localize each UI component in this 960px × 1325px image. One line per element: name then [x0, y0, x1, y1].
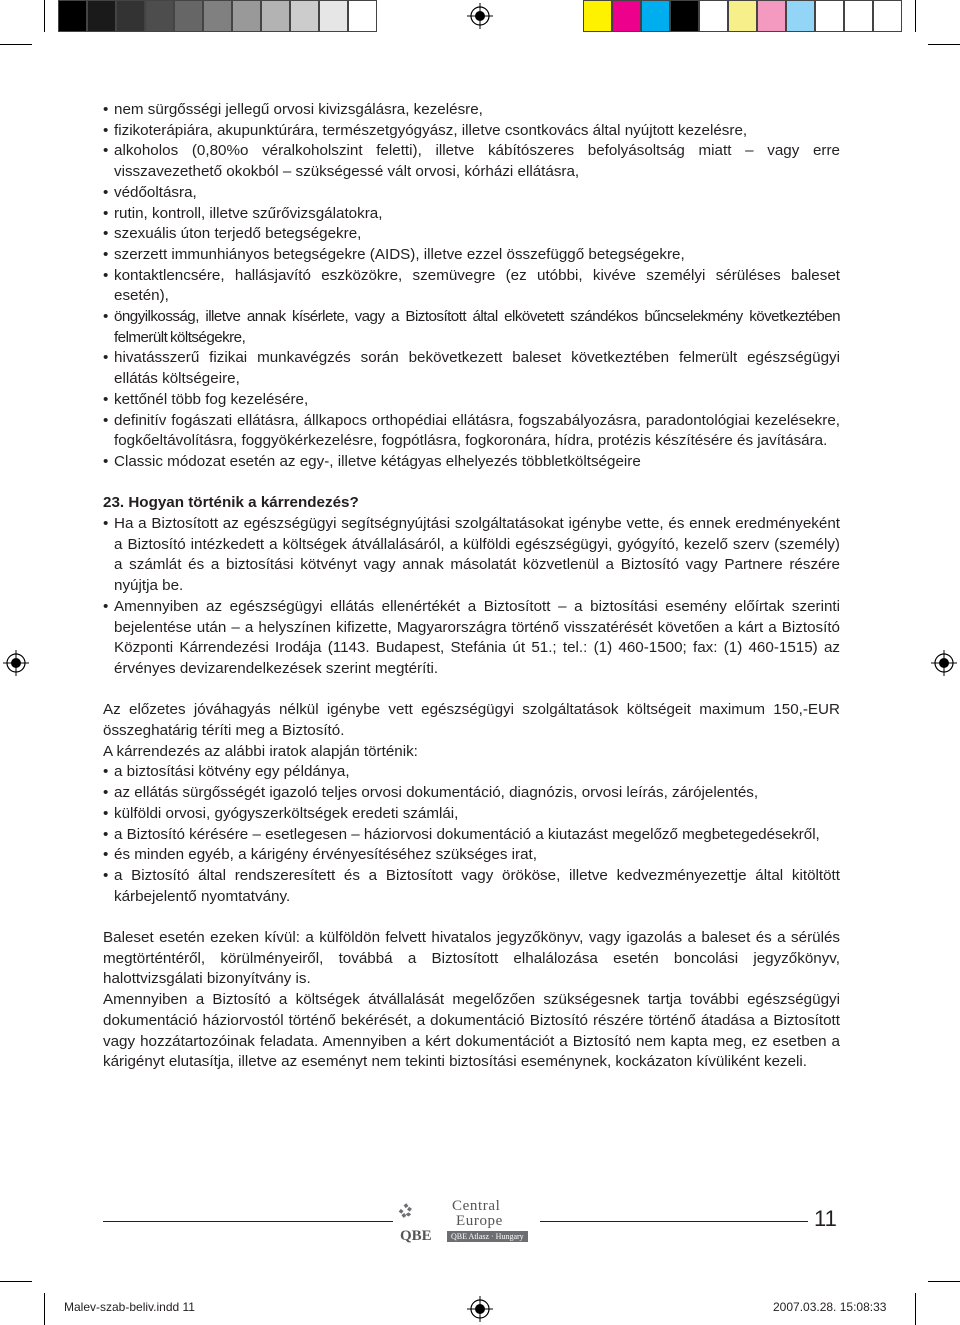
list-item: • a Biztosító által rendszeresített és a Biztosított vagy örököse, illetve kedvezményezettje által kitöltött kárbejelentő nyomtatvány.	[103, 866, 840, 905]
registration-mark-icon	[467, 1296, 493, 1322]
list-item: • és minden egyéb, a kárigény érvényesítéséhez szükséges irat,	[103, 846, 537, 864]
slug-timestamp: 2007.03.28. 15:08:33	[773, 1300, 887, 1314]
page-number: 11	[814, 1206, 837, 1231]
registration-mark-icon	[3, 650, 29, 676]
section-heading: 23. Hogyan történik a kárrendezés?	[103, 494, 359, 512]
calibration-swatch	[670, 0, 699, 32]
crop-mark	[915, 1293, 916, 1325]
list-item: • Ha a Biztosított az egészségügyi segítségnyújtási szolgáltatásokat igénybe vette, és ennek eredményeként a Biztosító intézkedett a költségek átvállalásáról, a külföldi egészségügyi, gyógyító, kezelő szerv (személy) a számlát és a biztosítási kötvényt vagy annak másolatát közvetlenül a Biztosító vagy Partnere részére nyújtja be.	[103, 515, 840, 595]
crop-mark	[0, 1281, 32, 1282]
calibration-swatch	[232, 0, 261, 32]
paragraph: A kárrendezés az alábbi iratok alapján történik:	[103, 742, 418, 760]
list-item: • öngyilkosság, illetve annak kísérlete, vagy a Biztosított által elkövetett szándékos bűncselekmény következtében felmerült költségekre,	[103, 308, 840, 346]
calibration-swatch	[757, 0, 786, 32]
calibration-swatch	[87, 0, 116, 32]
calibration-swatch	[612, 0, 641, 32]
paragraph: Amennyiben a Biztosító a költségek átvállalását megelőzően szükségesnek tartja további egészségügyi dokumentáció háziorvostól történő bekérését, a dokumentáció Biztosító részére történő átadása a Biztosított vagy hozzátartozóinak feladata. Amennyiben a kért dokumentációt a Biztosító nem kapta meg, ez esetben a kárigényt elutasítja, illetve az eseményt nem tekinti biztosítási eseménynek, kockázaton kívüliként kezeli.	[103, 991, 840, 1071]
color-calibration-bar	[583, 0, 902, 32]
calibration-swatch	[319, 0, 348, 32]
crop-mark	[44, 0, 45, 32]
calibration-swatch	[58, 0, 87, 32]
list-item: • rutin, kontroll, illetve szűrővizsgálatokra,	[103, 204, 383, 222]
list-item: • hivatásszerű fizikai munkavégzés során bekövetkezett baleset következtében felmerült egészségügyi ellátás költségeire,	[103, 349, 840, 388]
list-item: • védőoltásra,	[103, 183, 197, 201]
calibration-swatch	[203, 0, 232, 32]
calibration-swatch	[786, 0, 815, 32]
list-item: • az ellátás sürgősségét igazoló teljes orvosi dokumentáció, diagnózis, orvosi leírás, zárójelentés,	[103, 784, 759, 802]
paragraph: Az előzetes jóváhagyás nélkül igénybe vett egészségügyi szolgáltatások költségeit maximum 150,-EUR összeghatárig téríti meg a Biztosító.	[103, 701, 840, 740]
crop-mark	[0, 44, 32, 45]
calibration-swatch	[145, 0, 174, 32]
calibration-swatch	[348, 0, 377, 32]
calibration-swatch	[815, 0, 844, 32]
crop-mark	[44, 1293, 45, 1325]
calibration-swatch	[290, 0, 319, 32]
documents-list	[103, 762, 840, 907]
page-body	[103, 100, 840, 1073]
paragraph: Baleset esetén ezeken kívül: a külföldön felvett hivatalos jegyzőkönyv, vagy igazolás a baleset és a sérülés megtörténtéről, körülményeiről, továbbá a Biztosított elhalálozása esetén boncolási jegyzőkönyv, halottvizsgálati bizonyítvány is.	[103, 929, 840, 988]
calibration-swatch	[174, 0, 203, 32]
list-item: • nem sürgősségi jellegű orvosi kivizsgálásra, kezelésre,	[103, 101, 483, 118]
logo-text-europe: Europe	[456, 1213, 503, 1229]
list-item: • fizikoterápiára, akupunktúrára, természetgyógyász, illetve csontkovács által nyújtott kezelésre,	[103, 121, 748, 139]
calibration-swatch	[728, 0, 757, 32]
calibration-swatch	[699, 0, 728, 32]
list-item: • kontaktlencsére, hallásjavító eszközökre, szemüvegre (ez utóbbi, kivéve személyi sérüléses baleset esetén),	[103, 266, 840, 305]
list-item: • alkoholos (0,80%o véralkoholszint feletti), illetve kábítószeres befolyásoltság miatt – vagy erre visszavezethető okokból – szükségessé vált orvosi, kórházi ellátásra,	[103, 142, 840, 181]
slug-filename: Malev-szab-beliv.indd 11	[64, 1300, 195, 1314]
list-item: • Classic módozat esetén az egy-, illetve kétágyas elhelyezés többletköltségeire	[103, 452, 641, 470]
logo-badge: QBE Atlasz · Hungary	[447, 1231, 528, 1242]
logo-text-central: Central	[452, 1198, 501, 1214]
list-item: • külföldi orvosi, gyógyszerköltségek eredeti számlái,	[103, 804, 459, 822]
crop-mark	[915, 0, 916, 32]
calibration-swatch	[641, 0, 670, 32]
footer-rule-left	[103, 1221, 393, 1222]
registration-mark-icon	[467, 3, 493, 29]
exclusion-list	[103, 100, 840, 473]
qbe-logo-icon	[398, 1195, 446, 1229]
list-item: • Amennyiben az egészségügyi ellátás ellenértékét a Biztosított – a biztosítási esemény előírtak szerinti bejelentése után – a helyszínen kifizette, Magyarországra történő visszatérését követően a kárt a Biztosító Központi Kárrendezési Irodája (1143. Budapest, Stefánia út 51.; tel.: (1) 460-1500; fax: (1) 460-1515) az érvényes devizarendelkezések szerint megtéríti.	[103, 597, 840, 677]
registration-mark-icon	[931, 650, 957, 676]
crop-mark	[928, 1281, 960, 1282]
crop-mark	[928, 44, 960, 45]
list-item: • kettőnél több fog kezelésére,	[103, 390, 309, 408]
list-item: • a Biztosító kérésére – esetlegesen – háziorvosi dokumentáció a kiutazást megelőző megbetegedésekről,	[103, 825, 820, 843]
grey-calibration-bar	[58, 0, 377, 32]
qbe-wordmark: QBE	[400, 1228, 432, 1244]
calibration-swatch	[873, 0, 902, 32]
calibration-swatch	[844, 0, 873, 32]
calibration-swatch	[116, 0, 145, 32]
list-item: • definitív fogászati ellátásra, állkapocs orthopédiai ellátásra, fogszabályozásra, paradontológiai kezelésekre, fogkőeltávolításra, foggyökérkezelésre, fogpótlásra, fogkoronára, hídra, protézis készítésére és javítására.	[103, 411, 840, 450]
list-item: • szerzett immunhiányos betegségekre (AIDS), illetve ezzel összefüggő betegségekre,	[103, 245, 685, 263]
claims-procedure-list	[103, 514, 840, 680]
footer-rule-right	[540, 1221, 808, 1222]
calibration-swatch	[261, 0, 290, 32]
list-item: • a biztosítási kötvény egy példánya,	[103, 763, 350, 781]
list-item: • szexuális úton terjedő betegségekre,	[103, 225, 362, 243]
calibration-swatch	[583, 0, 612, 32]
